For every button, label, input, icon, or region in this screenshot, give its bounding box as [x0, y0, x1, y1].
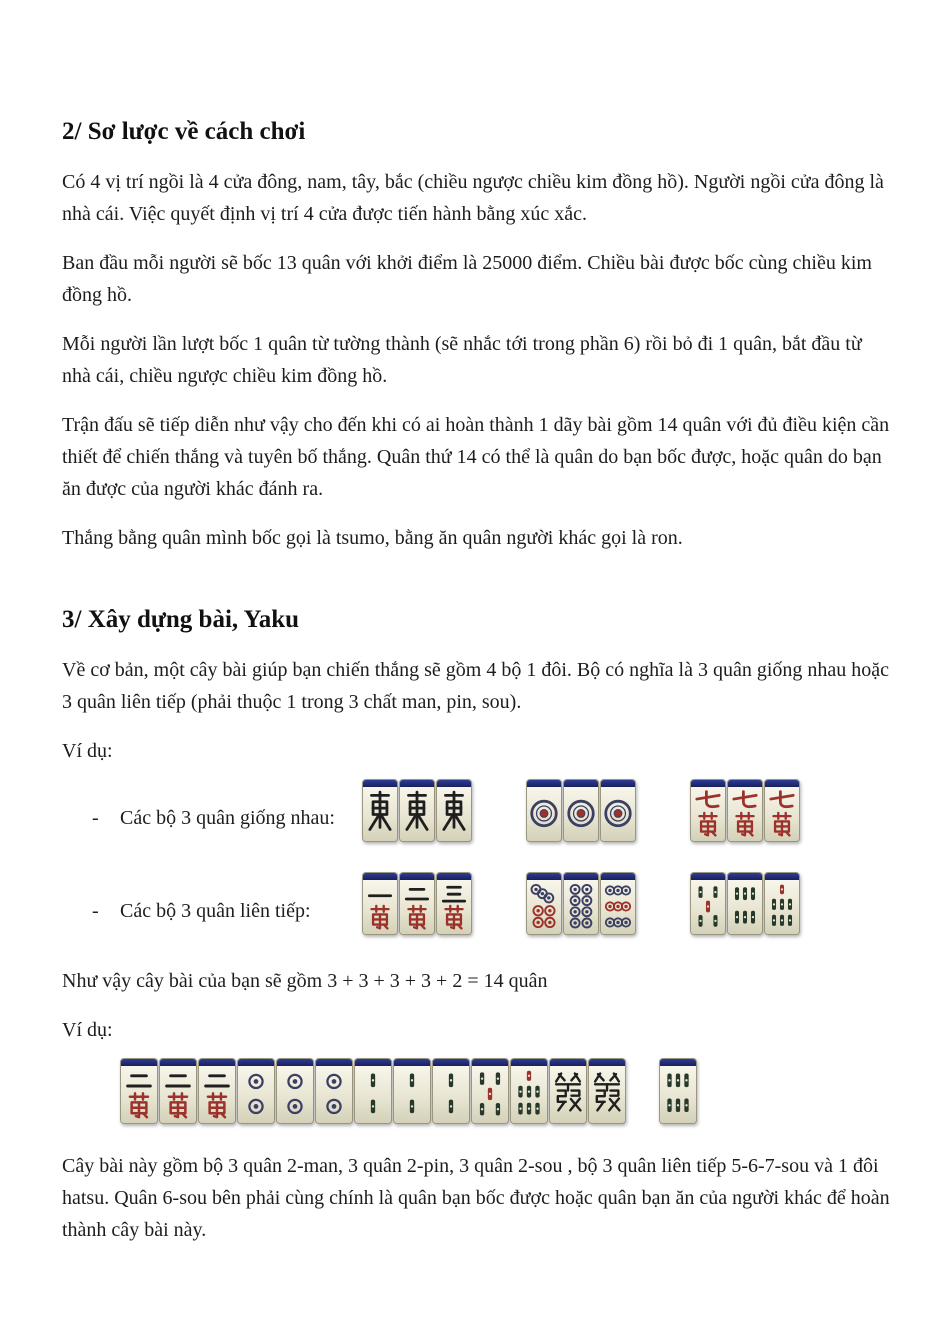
sou-sequence-group — [690, 872, 800, 935]
tile-6s — [727, 872, 763, 935]
tile-top-edge — [277, 1059, 313, 1066]
tile-7s — [510, 1058, 548, 1124]
tile-top-edge — [765, 873, 799, 880]
tile-face — [394, 1066, 430, 1123]
example-label-2: Ví dụ: — [62, 1018, 113, 1041]
triplet-row-label — [62, 807, 362, 842]
tile-face — [691, 787, 725, 841]
tile-2p — [237, 1058, 275, 1124]
example-hand-drawn-tile — [659, 1058, 697, 1124]
paragraph-tsumo-ron: Thắng bằng quân mình bốc gọi là tsumo, bằng ăn quân người khác gọi là ron. — [62, 527, 683, 549]
tile-face — [355, 1066, 391, 1123]
tile-2m — [198, 1058, 236, 1124]
tile-top-edge — [728, 873, 762, 880]
tile-face — [691, 880, 725, 934]
tile-top-edge — [121, 1059, 157, 1066]
tile-face — [363, 880, 397, 934]
tile-top-edge — [400, 780, 434, 787]
tile-hatsu — [549, 1058, 587, 1124]
paragraph-tile-count: Như vậy cây bài của bạn sẽ gồm 3 + 3 + 3 + 3 + 2 = 14 quân — [62, 969, 548, 992]
seven-man-triplet-group — [690, 779, 800, 842]
tile-face — [765, 880, 799, 934]
tile-2p — [276, 1058, 314, 1124]
tile-face — [433, 1066, 469, 1123]
tile-face — [238, 1066, 274, 1123]
tile-top-edge — [394, 1059, 430, 1066]
tile-top-edge — [400, 873, 434, 880]
tile-top-edge — [355, 1059, 391, 1066]
tile-7m — [764, 779, 800, 842]
tile-top-edge — [601, 780, 635, 787]
tile-9p — [600, 872, 636, 935]
tile-top-edge — [550, 1059, 586, 1066]
tile-top-edge — [691, 780, 725, 787]
tile-face — [437, 880, 471, 934]
tile-3m — [436, 872, 472, 935]
tile-5s — [471, 1058, 509, 1124]
tile-face — [601, 787, 635, 841]
tile-5s — [690, 872, 726, 935]
tile-face — [728, 880, 762, 934]
paragraph-seating: Có 4 vị trí ngồi là 4 cửa đông, nam, tây, bắc (chiều ngược chiều kim đồng hồ). Người ngồi cửa đông là nhà cái. Việc quyết định vị trí 4 cửa được tiến hành bằng xúc xắc. — [62, 171, 884, 225]
tile-top-edge — [765, 780, 799, 787]
tile-top-edge — [238, 1059, 274, 1066]
tile-top-edge — [564, 873, 598, 880]
tile-1p — [563, 779, 599, 842]
tile-top-edge — [601, 873, 635, 880]
tile-face — [564, 787, 598, 841]
tile-face — [527, 787, 561, 841]
tile-top-edge — [691, 873, 725, 880]
example-label-1: Ví dụ: — [62, 740, 113, 762]
tile-6s — [659, 1058, 697, 1124]
tile-face — [550, 1066, 586, 1123]
one-pin-triplet-group — [526, 779, 636, 842]
tile-east — [436, 779, 472, 842]
tile-face — [728, 787, 762, 841]
tile-top-edge — [660, 1059, 696, 1066]
tile-2s — [393, 1058, 431, 1124]
tile-top-edge — [527, 780, 561, 787]
list-dash: - — [92, 806, 99, 829]
tile-top-edge — [433, 1059, 469, 1066]
tile-face — [400, 880, 434, 934]
tile-top-edge — [511, 1059, 547, 1066]
tile-face — [400, 787, 434, 841]
tile-face — [316, 1066, 352, 1123]
tile-top-edge — [589, 1059, 625, 1066]
triplet-row-label-text: Các bộ 3 quân giống nhau: — [120, 806, 335, 829]
tile-face — [564, 880, 598, 934]
tile-face — [160, 1066, 196, 1123]
sequence-row-label — [62, 900, 362, 935]
tile-top-edge — [437, 873, 471, 880]
tile-face — [363, 787, 397, 841]
man-sequence-group — [362, 872, 472, 935]
tile-face — [511, 1066, 547, 1123]
tile-hatsu — [588, 1058, 626, 1124]
pin-sequence-group — [526, 872, 636, 935]
tile-1p — [526, 779, 562, 842]
tile-7m — [690, 779, 726, 842]
tile-7s — [764, 872, 800, 935]
tile-face — [660, 1066, 696, 1123]
tile-7p — [526, 872, 562, 935]
tile-2s — [354, 1058, 392, 1124]
tile-face — [277, 1066, 313, 1123]
east-triplet-group — [362, 779, 472, 842]
tile-top-edge — [728, 780, 762, 787]
list-dash: - — [92, 899, 99, 922]
tile-face — [121, 1066, 157, 1123]
sequence-row-label-text: Các bộ 3 quân liên tiếp: — [120, 899, 311, 922]
example-hand-main-tiles — [120, 1058, 626, 1124]
same-triplet-example-row — [62, 779, 892, 842]
section-2-heading: 2/ Sơ lược về cách chơi — [62, 118, 306, 145]
tile-top-edge — [199, 1059, 235, 1066]
tile-top-edge — [316, 1059, 352, 1066]
tile-2m — [159, 1058, 197, 1124]
tile-7m — [727, 779, 763, 842]
tile-top-edge — [437, 780, 471, 787]
tile-2p — [315, 1058, 353, 1124]
tile-east — [399, 779, 435, 842]
paragraph-hand-explanation: Cây bài này gồm bộ 3 quân 2-man, 3 quân 2-pin, 3 quân 2-sou , bộ 3 quân liên tiếp 5-6-7-sou và 1 đôi hatsu. Quân 6-sou bên phải cùng chính là quân bạn bốc được hoặc quân bạn ăn của người khác để hoàn thành cây bài này. — [62, 1154, 890, 1241]
example-hand-row — [120, 1058, 892, 1124]
tile-top-edge — [564, 780, 598, 787]
triplet-tile-groups — [362, 779, 800, 842]
tile-face — [437, 787, 471, 841]
tile-top-edge — [363, 780, 397, 787]
tile-top-edge — [527, 873, 561, 880]
tile-face — [765, 787, 799, 841]
paragraph-winning-condition: Trận đấu sẽ tiếp diễn như vậy cho đến khi có ai hoàn thành 1 dãy bài gồm 14 quân với đủ điều kiện cần thiết để chiến thắng và tuyên bố thắng. Quân thứ 14 có thể là quân do bạn bốc được, hoặc quân do bạn ăn được của người khác đánh ra. — [62, 414, 890, 500]
tile-top-edge — [160, 1059, 196, 1066]
paragraph-draw-discard: Mỗi người lần lượt bốc 1 quân từ tường thành (sẽ nhắc tới trong phần 6) rồi bỏ đi 1 quân, bắt đầu từ nhà cái, chiều ngược chiều kim đồng hồ. — [62, 333, 862, 387]
tile-2m — [399, 872, 435, 935]
tile-face — [601, 880, 635, 934]
section-3-heading: 3/ Xây dựng bài, Yaku — [62, 606, 300, 633]
tile-face — [589, 1066, 625, 1123]
tile-face — [472, 1066, 508, 1123]
tile-east — [362, 779, 398, 842]
tile-2s — [432, 1058, 470, 1124]
tile-8p — [563, 872, 599, 935]
tile-2m — [120, 1058, 158, 1124]
sequence-example-row — [62, 872, 892, 935]
sequence-tile-groups — [362, 872, 800, 935]
tile-top-edge — [363, 873, 397, 880]
paragraph-hand-structure: Về cơ bản, một cây bài giúp bạn chiến thắng sẽ gồm 4 bộ 1 đôi. Bộ có nghĩa là 3 quân giống nhau hoặc 3 quân liên tiếp (phải thuộc 1 trong 3 chất man, pin, sou). — [62, 659, 890, 713]
tile-face — [199, 1066, 235, 1123]
tile-face — [527, 880, 561, 934]
tile-top-edge — [472, 1059, 508, 1066]
tile-1p — [600, 779, 636, 842]
paragraph-starting-hand: Ban đầu mỗi người sẽ bốc 13 quân với khởi điểm là 25000 điểm. Chiều bài được bốc cùng chiều kim đồng hồ. — [62, 252, 872, 306]
tile-1m — [362, 872, 398, 935]
